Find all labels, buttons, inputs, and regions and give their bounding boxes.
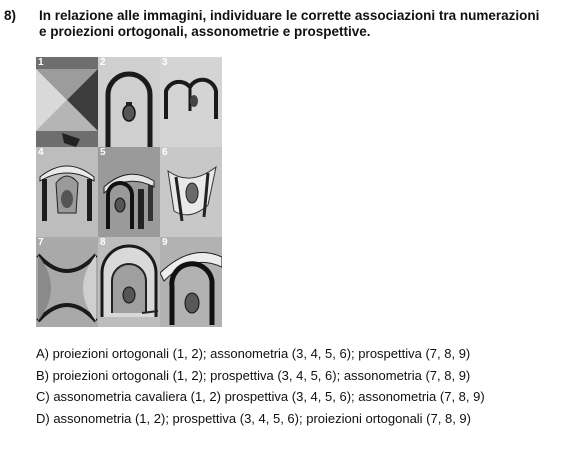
- figure-cell-9: [160, 237, 222, 327]
- figure-cell-5: [98, 147, 160, 237]
- figure-cell-8: [98, 237, 160, 327]
- axonometric-vault-image: [98, 147, 160, 237]
- perspective-tunnel-image: [98, 237, 160, 327]
- answer-options: [36, 345, 485, 431]
- answer-option-b[interactable]: B) proiezioni ortogonali (1, 2); prospettiva (3, 4, 5, 6); assonometria (7, 8, 9): [36, 367, 471, 383]
- figure-cell-6: [160, 147, 222, 237]
- answer-option-c[interactable]: C) assonometria cavaliera (1, 2) prospettiva (3, 4, 5, 6); assonometria (7, 8, 9): [36, 389, 485, 404]
- figure-grid: [36, 57, 222, 327]
- cell-number: 8: [100, 237, 106, 248]
- answer-option-a[interactable]: A) proiezioni ortogonali (1, 2); assonometria (3, 4, 5, 6); prospettiva (7, 8, 9): [36, 346, 471, 361]
- cell-number: 1: [38, 57, 44, 68]
- perspective-top-vault-image: [36, 237, 98, 327]
- side-view-arches-image: [160, 57, 222, 147]
- cavalier-vault-image: [36, 147, 98, 237]
- front-view-arch-image: [98, 57, 160, 147]
- question-number: 8): [4, 8, 17, 23]
- top-view-vault-image: [36, 57, 98, 147]
- cell-number: 4: [38, 147, 44, 158]
- cell-number: 9: [162, 237, 168, 248]
- figure-cell-4: [36, 147, 98, 237]
- question-text-line-1: In relazione alle immagini, individuare le corrette associazioni tra numerazioni: [39, 8, 540, 23]
- cell-number: 5: [100, 147, 106, 158]
- figure-cell-7: [36, 237, 98, 327]
- perspective-arch-image: [160, 237, 222, 327]
- cell-number: 6: [162, 147, 168, 158]
- figure-cell-1: [36, 57, 98, 147]
- figure-cell-2: [98, 57, 160, 147]
- question-text-line-2: e proiezioni ortogonali, assonometrie e prospettive.: [39, 24, 371, 39]
- axonometric-shell-image: [160, 147, 222, 237]
- question-text: [39, 8, 554, 40]
- cell-number: 3: [162, 57, 168, 68]
- figure-cell-3: [160, 57, 222, 147]
- cell-number: 7: [38, 237, 44, 248]
- answer-option-d[interactable]: D) assonometria (1, 2); prospettiva (3, 4, 5, 6); proiezioni ortogonali (7, 8, 9): [36, 410, 471, 426]
- cell-number: 2: [100, 57, 106, 68]
